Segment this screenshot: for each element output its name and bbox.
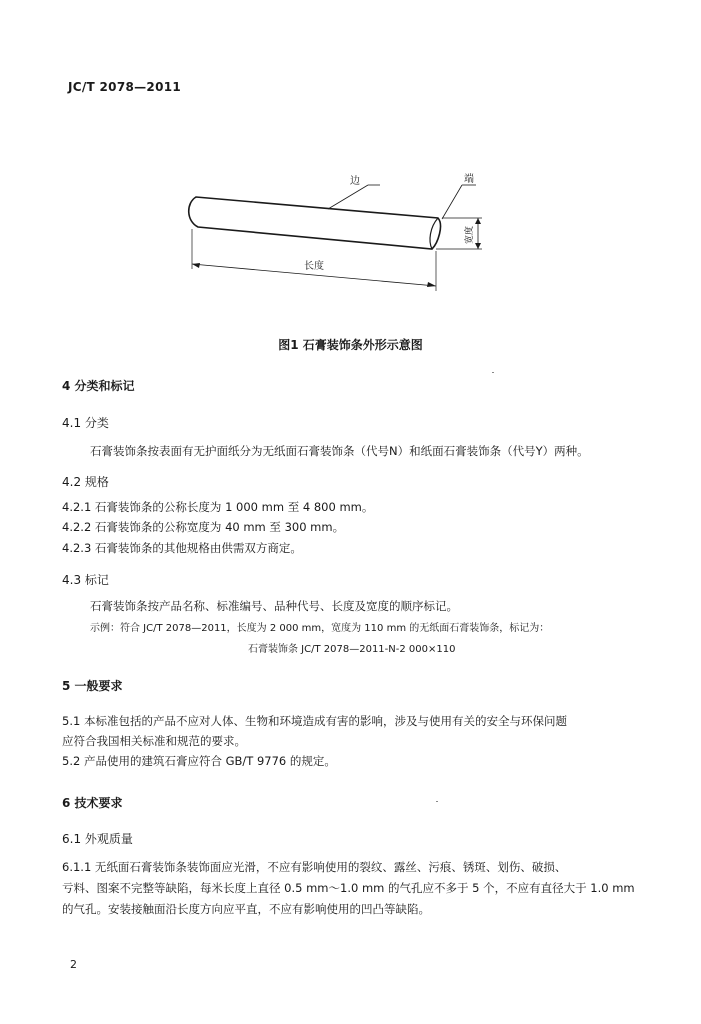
figure-caption: 图1 石膏装饰条外形示意图: [278, 338, 423, 352]
section-6-1-1-line2: 亏料、图案不完整等缺陷，每米长度上直径 0.5 mm～1.0 mm 的气孔应不多于 5 个，不应有直径大于 1.0 mm: [62, 881, 635, 895]
section-4-2-2: 4.2.2 石膏装饰条的公称宽度为 40 mm 至 300 mm。: [62, 520, 345, 534]
section-4-3-example: 示例：符合 JC/T 2078—2011，长度为 2 000 mm，宽度为 110 mm 的无纸面石膏装饰条，标记为：: [90, 623, 550, 634]
section-4-3-heading: 4.3 标记: [62, 573, 109, 587]
edge-label: 边: [350, 176, 360, 187]
section-4-2-3: 4.2.3 石膏装饰条的其他规格由供需双方商定。: [62, 541, 302, 555]
scan-speck: [436, 801, 438, 802]
section-5-2: 5.2 产品使用的建筑石膏应符合 GB/T 9776 的规定。: [62, 754, 336, 768]
section-5-1-line1: 5.1 本标准包括的产品不应对人体、生物和环境造成有害的影响，涉及与使用有关的安全与环保问题: [62, 714, 567, 728]
edge-leader: [328, 185, 368, 209]
profile-diagram: [180, 165, 500, 305]
section-4-3-paragraph: 石膏装饰条按产品名称、标准编号、品种代号、长度及宽度的顺序标记。: [90, 599, 458, 613]
standard-code-header: JC/T 2078—2011: [68, 80, 182, 94]
section-6-1-1-line3: 的气孔。安装接触面沿长度方向应平直，不应有影响使用的凹凸等缺陷。: [62, 902, 430, 916]
section-6-1-1-line1: 6.1.1 无纸面石膏装饰条装饰面应光滑，不应有影响使用的裂纹、露丝、污痕、锈斑、划伤、破损、: [62, 860, 567, 874]
section-5-heading: 5 一般要求: [62, 679, 123, 693]
strip-end-curve: [430, 218, 438, 249]
section-4-1-paragraph: 石膏装饰条按表面有无护面纸分为无纸面石膏装饰条（代号N）和纸面石膏装饰条（代号Y）两种。: [90, 444, 589, 458]
length-label: 长度: [304, 261, 324, 272]
section-6-1-heading: 6.1 外观质量: [62, 832, 133, 846]
scan-speck: [492, 372, 494, 373]
strip-outline: [189, 197, 441, 249]
section-6-heading: 6 技术要求: [62, 796, 123, 810]
section-4-heading: 4 分类和标记: [62, 379, 135, 393]
width-label: 宽度: [465, 225, 475, 244]
section-4-1-heading: 4.1 分类: [62, 416, 109, 430]
section-5-1-line2: 应符合我国相关标准和规范的要求。: [62, 734, 246, 748]
page-number: 2: [70, 958, 77, 971]
end-leader: [442, 185, 462, 219]
section-4-2-heading: 4.2 规格: [62, 475, 109, 489]
section-4-2-1: 4.2.1 石膏装饰条的公称长度为 1 000 mm 至 4 800 mm。: [62, 500, 374, 514]
section-4-3-marking: 石膏装饰条 JC/T 2078—2011-N-2 000×110: [248, 644, 456, 655]
end-label: 端: [464, 174, 474, 185]
